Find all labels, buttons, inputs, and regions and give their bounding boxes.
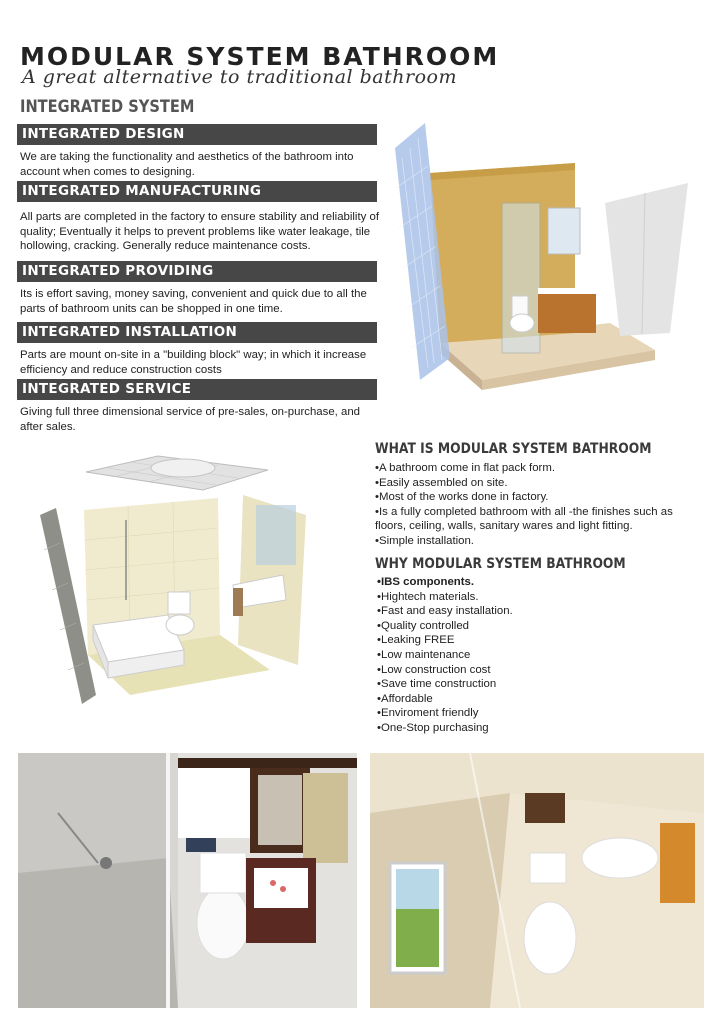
list-item: • Quality controlled xyxy=(377,619,707,634)
list-item: • Low construction cost xyxy=(377,663,707,678)
exploded-bathroom-render xyxy=(38,450,328,715)
integrated-installation-text: Parts are mount on-site in a "building block" way; in which it increase efficiency and reduce construction costs xyxy=(20,349,367,376)
list-item: • Leaking FREE xyxy=(377,633,707,648)
list-item: • Simple installation. xyxy=(375,534,705,549)
list-item: • One-Stop purchasing xyxy=(377,721,707,736)
list-item: • IBS components. xyxy=(377,575,707,590)
page-title: MODULAR SYSTEM BATHROOM xyxy=(20,42,500,71)
list-item: • Easily assembled on site. xyxy=(375,476,705,491)
page-subtitle: A great alternative to traditional bathroom xyxy=(22,66,457,88)
why-heading: WHY MODULAR SYSTEM BATHROOM xyxy=(375,556,626,572)
what-list xyxy=(375,461,705,549)
list-item: • Fast and easy installation. xyxy=(377,604,707,619)
integrated-manufacturing-text: All parts are completed in the factory to ensure stability and reliability of quality; Eventually it helps to prevent problems like water leakage, tile hollowing, cracking. Generally reduce maintenance costs. xyxy=(20,211,379,253)
integrated-design-heading: INTEGRATED DESIGN xyxy=(17,124,377,145)
section-heading: INTEGRATED SYSTEM xyxy=(20,97,195,117)
integrated-providing-text: Its is effort saving, money saving, convenient and quick due to all the parts of bathroom units can be shopped in one time. xyxy=(20,288,367,315)
why-list xyxy=(377,575,707,736)
list-item: • Affordable xyxy=(377,692,707,707)
list-item: • Most of the works done in factory. xyxy=(375,490,705,505)
integrated-service-text: Giving full three dimensional service of pre-sales, on-purchase, and after sales. xyxy=(20,406,360,433)
what-heading: WHAT IS MODULAR SYSTEM BATHROOM xyxy=(375,441,652,457)
list-item: • Is a fully completed bathroom with all -the finishes such as floors, ceiling, walls, sanitary wares and light fitting. xyxy=(375,505,705,534)
integrated-design-text: We are taking the functionality and aesthetics of the bathroom into account when comes to designing. xyxy=(20,151,354,178)
list-item: • A bathroom come in flat pack form. xyxy=(375,461,705,476)
list-item: • Low maintenance xyxy=(377,648,707,663)
bathroom-photo-right xyxy=(370,753,704,1008)
integrated-service-heading: INTEGRATED SERVICE xyxy=(17,379,377,400)
integrated-installation-heading: INTEGRATED INSTALLATION xyxy=(17,322,377,343)
list-item: • Enviroment friendly xyxy=(377,706,707,721)
list-item: • Hightech materials. xyxy=(377,590,707,605)
bathroom-photo-left xyxy=(18,753,357,1008)
list-item: • Save time construction xyxy=(377,677,707,692)
integrated-providing-heading: INTEGRATED PROVIDING xyxy=(17,261,377,282)
integrated-manufacturing-heading: INTEGRATED MANUFACTURING xyxy=(17,181,377,202)
bathroom-module-render xyxy=(390,118,698,390)
